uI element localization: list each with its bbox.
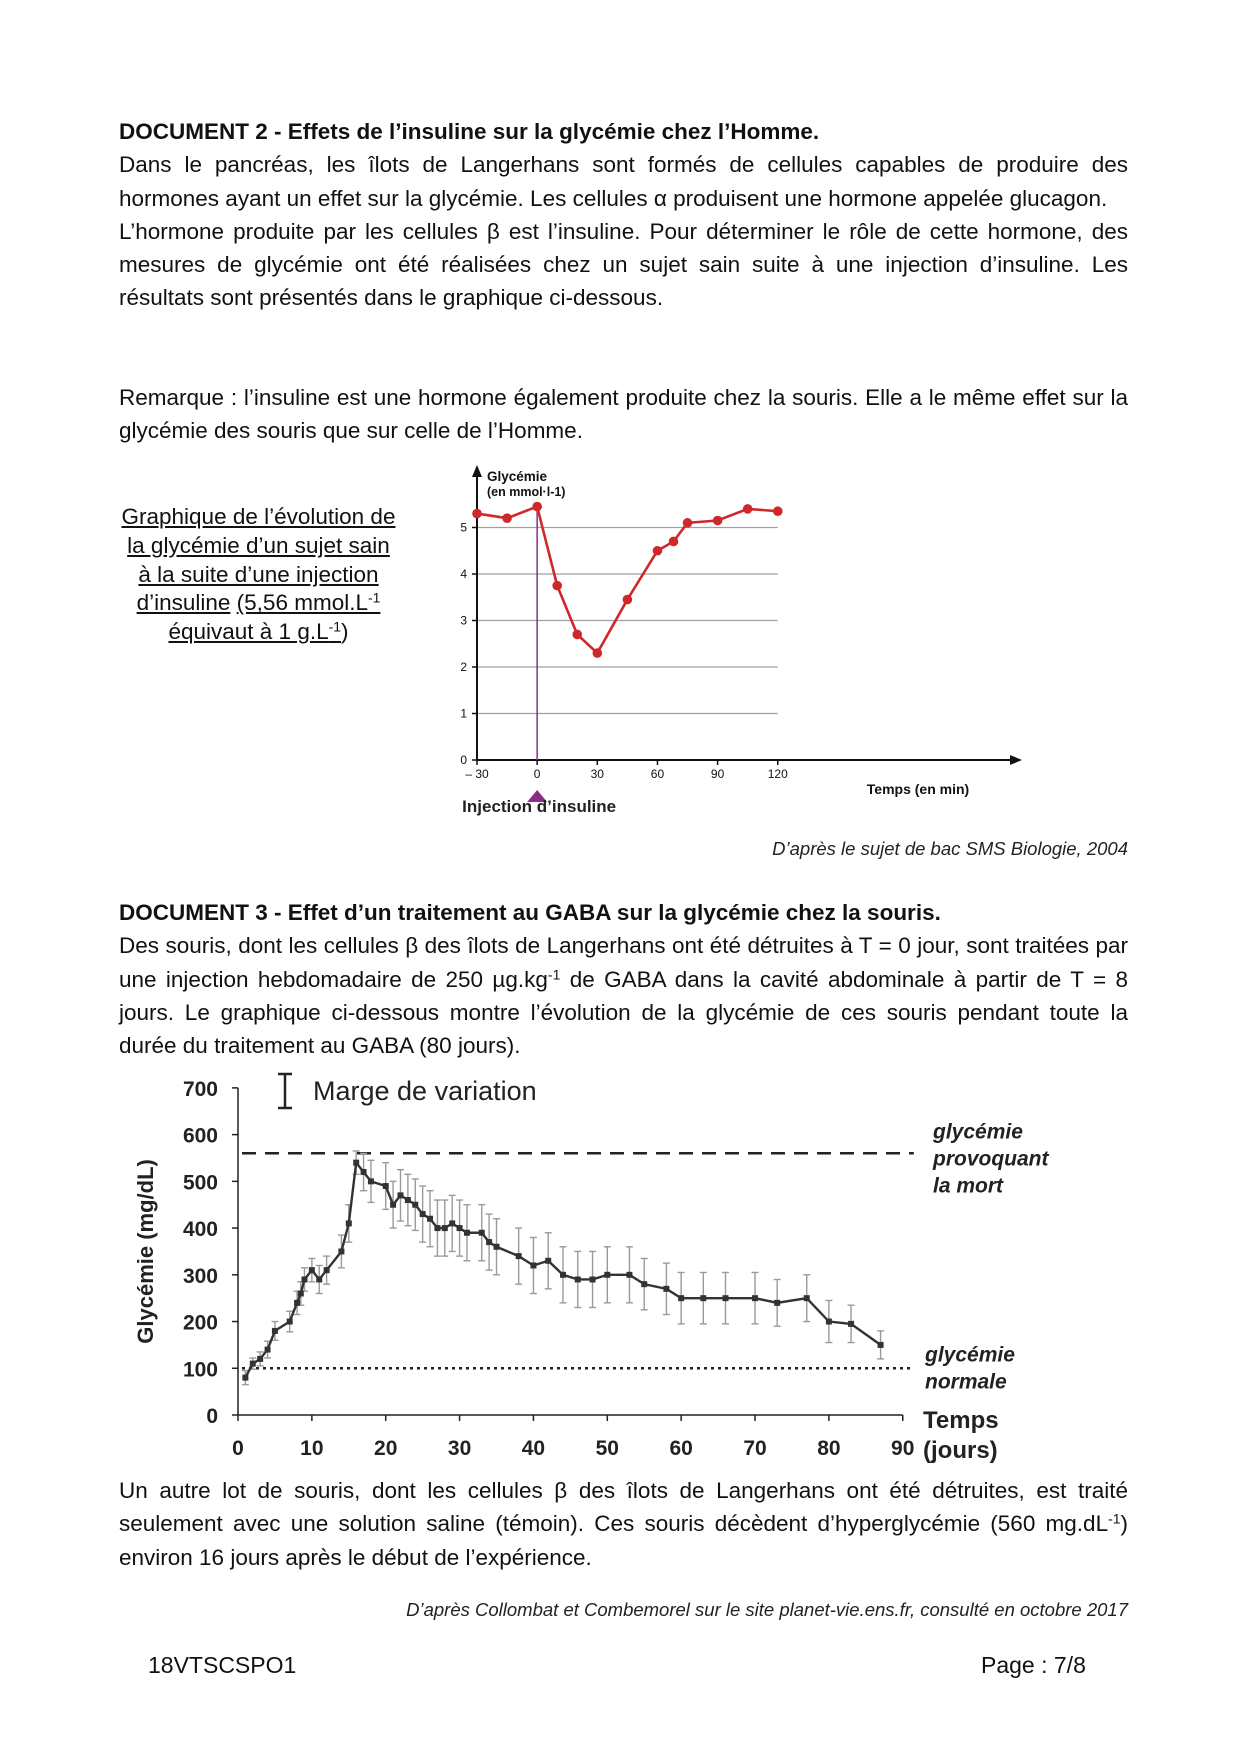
data-point [257, 1356, 263, 1362]
data-point [272, 1328, 278, 1334]
data-point [575, 1276, 581, 1282]
x-tick-label: 20 [374, 1437, 398, 1460]
data-point [826, 1319, 832, 1325]
x-axis-label-line-2: (jours) [923, 1437, 998, 1464]
data-point [683, 518, 693, 528]
data-point [494, 1244, 500, 1250]
data-point [593, 648, 603, 658]
x-tick-label: 40 [521, 1437, 546, 1460]
doc3-text-block-2 [119, 1474, 1128, 1574]
y-tick-label: 500 [182, 1171, 218, 1195]
x-tick-label: 80 [817, 1437, 841, 1460]
data-point [545, 1258, 551, 1264]
data-point [397, 1192, 403, 1198]
data-point [530, 1262, 536, 1268]
x-tick-label: 0 [232, 1437, 244, 1460]
data-point [678, 1295, 684, 1301]
reference-label-normal: glycémie [925, 1343, 1015, 1367]
y-tick-label: 700 [182, 1077, 218, 1101]
data-point [383, 1183, 389, 1189]
y-tick-label: 1 [460, 706, 467, 721]
insulin-glycemia-chart [430, 455, 1040, 835]
caption-close: ) [341, 619, 349, 645]
data-point [486, 1239, 492, 1245]
x-tick-label: 70 [743, 1437, 767, 1460]
y-tick-label: 200 [182, 1311, 218, 1335]
doc2-source: D’après le sujet de bac SMS Biologie, 2004 [772, 838, 1128, 859]
reference-label-death: la mort [933, 1174, 1004, 1198]
data-point [442, 1225, 448, 1231]
data-point [294, 1300, 300, 1306]
data-point [338, 1248, 344, 1254]
reference-label-normal: normale [925, 1370, 1007, 1394]
data-point [412, 1202, 418, 1208]
y-axis-label-line-2: (en mmol·l-1) [487, 485, 566, 499]
doc2-chart-caption [120, 503, 397, 647]
data-point [361, 1169, 367, 1175]
glycemia-series-line [477, 507, 778, 653]
data-point [309, 1267, 315, 1273]
doc2-title: DOCUMENT 2 - Effets de l’insuline sur la glycémie chez l’Homme. [119, 119, 820, 144]
data-point [250, 1361, 256, 1367]
footer-page-number: Page : 7/8 [981, 1652, 1086, 1678]
y-tick-label: 0 [460, 753, 467, 767]
x-tick-label: – 30 [465, 767, 489, 781]
y-tick-label: 5 [460, 520, 467, 535]
x-tick-label: 50 [595, 1437, 619, 1460]
data-point [623, 595, 633, 605]
data-point [722, 1295, 728, 1301]
data-point [848, 1321, 854, 1327]
data-point [713, 516, 723, 526]
y-tick-label: 300 [182, 1264, 218, 1288]
data-point [464, 1230, 470, 1236]
y-axis-label-line-1: Glycémie [487, 469, 548, 484]
y-axis-label: Glycémie (mg/dL) [133, 1159, 158, 1344]
y-tick-label: 600 [182, 1124, 218, 1148]
x-tick-label: 30 [590, 767, 604, 781]
y-tick-label: 400 [182, 1218, 218, 1242]
data-point [265, 1347, 271, 1353]
data-point [427, 1216, 433, 1222]
doc3-paragraph-2: Un autre lot de souris, dont les cellules β des îlots de Langerhans ont été détruites, est traité seulement avec une solution saline (témoin). Ces souris décèdent d’hyperglycémie (560 $mg.dL^{-1}$) environ 16 jours après le début de l’expérience. [119, 1478, 1128, 1570]
data-point [405, 1197, 411, 1203]
legend-label: Marge de variation [313, 1076, 537, 1106]
data-point [653, 546, 663, 556]
doc2-paragraph-2: L’hormone produite par les cellules β est l’insuline. Pour déterminer le rôle de cette hormone, des mesures de glycémie ont été réalisées chez un sujet sain suite à une injection d’insuline. Les résultats sont présentés dans le graphique ci-dessous. [119, 218, 1128, 311]
data-point [472, 509, 482, 519]
data-point [752, 1295, 758, 1301]
y-tick-label: 4 [460, 567, 467, 581]
data-point [434, 1225, 440, 1231]
x-tick-label: 30 [447, 1437, 472, 1460]
data-point [878, 1342, 884, 1348]
data-point [516, 1253, 522, 1259]
data-point [316, 1276, 322, 1282]
x-tick-label: 90 [891, 1437, 915, 1460]
data-point [287, 1319, 293, 1325]
doc3-text-block [119, 896, 1128, 1062]
data-point [773, 506, 783, 516]
data-point [457, 1225, 463, 1231]
x-axis-label: Temps (en min) [866, 781, 970, 797]
x-tick-label: 0 [533, 767, 541, 781]
data-point [774, 1300, 780, 1306]
data-point [641, 1281, 647, 1287]
x-tick-label: 10 [300, 1437, 324, 1460]
data-point [590, 1276, 596, 1282]
data-point [502, 513, 512, 523]
data-point [804, 1295, 810, 1301]
data-point [368, 1178, 374, 1184]
x-tick-label: 60 [669, 1437, 693, 1460]
x-axis-arrow-icon [1010, 755, 1022, 765]
y-tick-label: 2 [460, 660, 467, 674]
doc3-source: D’après Collombat et Combemorel sur le site planet-vie.ens.fr, consulté en octobre 2017 [406, 1599, 1128, 1620]
doc2-text-block [119, 115, 1128, 315]
data-point [532, 502, 542, 512]
reference-label-death: glycémie [933, 1120, 1023, 1144]
data-point [346, 1220, 352, 1226]
data-point [700, 1295, 706, 1301]
data-point [420, 1211, 426, 1217]
data-point [449, 1220, 455, 1226]
doc3-paragraph-1: Des souris, dont les cellules β des îlots de Langerhans ont été détruites à T = 0 jour, sont traitées par une injection hebdomadaire de 250 $\mu g.kg^{-1}$ de GABA dans la cavité abdominale à partir de T = 8 jours. Le graphique ci-dessous montre l’évolution de la glycémie de ces souris pendant toute la durée du traitement au GABA (80 jours). [119, 933, 1129, 1059]
data-point [743, 504, 753, 514]
y-tick-label: 0 [206, 1405, 218, 1428]
caption-equivalence-2: équivaut à 1 $g.L^{-1}$ [168, 618, 342, 645]
injection-annotation: Injection d’insuline [462, 797, 617, 816]
data-point [353, 1160, 359, 1166]
x-tick-label: 90 [710, 767, 725, 781]
data-point [301, 1276, 307, 1282]
data-point [626, 1272, 632, 1278]
doc2-paragraph-1: Dans le pancréas, les îlots de Langerhans sont formés de cellules capables de produire des hormones ayant un effet sur la glycémie. Les cellules α produisent une hormone appelée glucagon. [119, 152, 1128, 211]
caption-equivalence-1: (5,56 $mmol.L^{-1}$ [236, 589, 381, 616]
data-point [298, 1291, 304, 1297]
caption-main: Graphique de l’évolution de la glycémie d’un sujet sain à la suite d’une injection d’insuline [121, 504, 396, 616]
data-point [390, 1202, 396, 1208]
data-point [572, 630, 582, 640]
doc2-remark: Remarque : l’insuline est une hormone également produite chez la souris. Elle a le même effet sur la glycémie des souris que sur celle de l’Homme. [119, 385, 1128, 444]
data-point [560, 1272, 566, 1278]
footer-code: 18VTSCSPO1 [148, 1652, 297, 1678]
doc2-remark-block [119, 381, 1128, 448]
gaba-glycemia-chart [125, 1070, 1085, 1470]
x-tick-label: 120 [767, 767, 788, 781]
data-point [479, 1230, 485, 1236]
y-tick-label: 3 [460, 613, 467, 628]
doc3-title: DOCUMENT 3 - Effet d’un traitement au GABA sur la glycémie chez la souris. [119, 900, 941, 925]
data-point [663, 1286, 669, 1292]
data-point [604, 1272, 610, 1278]
reference-label-death: provoquant [933, 1147, 1049, 1171]
x-axis-label-line-1: Temps [923, 1407, 999, 1434]
x-tick-label: 60 [650, 767, 665, 781]
data-point [669, 537, 679, 547]
data-point [552, 581, 562, 591]
y-tick-label: 100 [182, 1358, 218, 1382]
data-point [324, 1267, 330, 1273]
data-point [242, 1375, 248, 1381]
y-axis-arrow-icon [472, 465, 482, 477]
